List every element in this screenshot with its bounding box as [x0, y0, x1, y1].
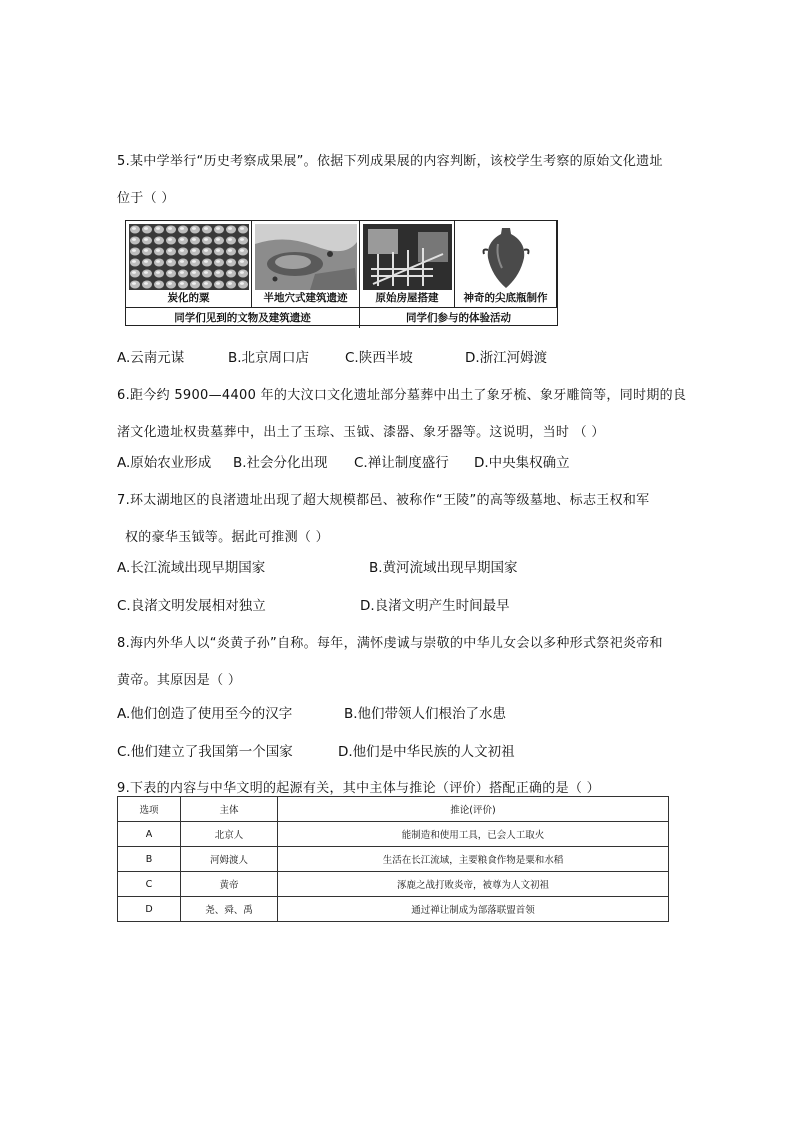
- caption-house-building: 原始房屋搭建: [375, 292, 439, 304]
- q5-option-b: B.北京周口店: [228, 350, 310, 366]
- q6-stem-line1: 6.距今约 5900—4400 年的大汶口文化遗址部分墓葬中出土了象牙梳、象牙雕筒等，同时期的良: [117, 388, 687, 403]
- row-inference: 生活在长江流域，主要粮食作物是粟和水稻: [278, 847, 669, 872]
- row-option: A: [118, 822, 181, 847]
- q9-table: [117, 796, 669, 922]
- q8-option-a: A.他们创造了使用至今的汉字: [117, 706, 293, 722]
- image-cell-dwelling-site: [252, 221, 360, 307]
- table-row: [118, 872, 669, 897]
- table-row: [118, 822, 669, 847]
- q7-stem-line2: 权的豪华玉钺等。据此可推测（ ）: [125, 530, 329, 545]
- semi-subterranean-site-photo: [255, 224, 357, 290]
- q8-stem-line2: 黄帝。其原因是（ ）: [117, 673, 242, 688]
- q7-option-c: C.良渚文明发展相对独立: [117, 598, 266, 614]
- q7-option-d: D.良渚文明产生时间最早: [360, 598, 510, 614]
- row-subject: 北京人: [181, 822, 278, 847]
- header-subject: 主体: [181, 797, 278, 822]
- table-row: [118, 897, 669, 922]
- q8-option-d: D.他们是中华民族的人文初祖: [338, 744, 515, 760]
- image-cell-pointed-bottle: [455, 221, 557, 307]
- caption-pointed-bottle: 神奇的尖底瓶制作: [463, 292, 548, 304]
- q6-stem-line2: 渚文化遗址权贵墓葬中，出土了玉琮、玉钺、漆器、象牙器等。这说明，当时 （ ）: [117, 425, 605, 440]
- q6-option-c: C.禅让制度盛行: [354, 455, 449, 471]
- row-inference: 能制造和使用工具，已会人工取火: [278, 822, 669, 847]
- charred-millet-photo: [129, 224, 249, 290]
- row-option: B: [118, 847, 181, 872]
- q5-option-d: D.浙江河姆渡: [465, 350, 548, 366]
- row-option: C: [118, 872, 181, 897]
- pointed-bottom-bottle-photo: [458, 224, 554, 290]
- row-inference: 涿鹿之战打败炎帝，被尊为人文初祖: [278, 872, 669, 897]
- row-subject: 黄帝: [181, 872, 278, 897]
- table-row: [118, 847, 669, 872]
- q8-stem-line1: 8.海内外华人以“炎黄子孙”自称。每年，满怀虔诚与崇敬的中华儿女会以多种形式祭祀炎帝和: [117, 636, 663, 651]
- house-building-photo: [363, 224, 452, 290]
- group-label-artifacts: 同学们见到的文物及建筑遗迹: [126, 308, 360, 328]
- q5-stem-line1: 5.某中学举行“历史考察成果展”。依据下列成果展的内容判断，该校学生考察的原始文化遗址: [117, 154, 663, 169]
- image-cell-millet: [126, 221, 252, 307]
- q6-option-d: D.中央集权确立: [474, 455, 570, 471]
- q6-option-b: B.社会分化出现: [233, 455, 328, 471]
- q7-option-a: A.长江流域出现早期国家: [117, 560, 266, 576]
- q7-option-b: B.黄河流域出现早期国家: [369, 560, 518, 576]
- header-inference: 推论(评价): [278, 797, 669, 822]
- row-option: D: [118, 897, 181, 922]
- strip-group-labels: [126, 307, 557, 328]
- q8-option-c: C.他们建立了我国第一个国家: [117, 744, 293, 760]
- q9-stem: 9.下表的内容与中华文明的起源有关，其中主体与推论（评价）搭配正确的是（ ）: [117, 781, 600, 796]
- table-header-row: [118, 797, 669, 822]
- row-subject: 尧、舜、禹: [181, 897, 278, 922]
- q5-option-c: C.陕西半坡: [345, 350, 413, 366]
- q5-stem-line2: 位于（ ）: [117, 191, 175, 206]
- q5-option-a: A.云南元谋: [117, 350, 185, 366]
- q7-stem-line1: 7.环太湖地区的良渚遗址出现了超大规模都邑、被称作“王陵”的高等级墓地、标志王权和军: [117, 493, 650, 508]
- caption-millet: 炭化的粟: [167, 292, 210, 304]
- q6-option-a: A.原始农业形成: [117, 455, 212, 471]
- caption-dwelling-site: 半地穴式建筑遗迹: [263, 292, 348, 304]
- q5-image-strip: [125, 220, 558, 326]
- header-option: 选项: [118, 797, 181, 822]
- row-subject: 河姆渡人: [181, 847, 278, 872]
- image-cell-house-building: [360, 221, 455, 307]
- q8-option-b: B.他们带领人们根治了水患: [344, 706, 507, 722]
- row-inference: 通过禅让制成为部落联盟首领: [278, 897, 669, 922]
- group-label-activities: 同学们参与的体验活动: [406, 312, 511, 324]
